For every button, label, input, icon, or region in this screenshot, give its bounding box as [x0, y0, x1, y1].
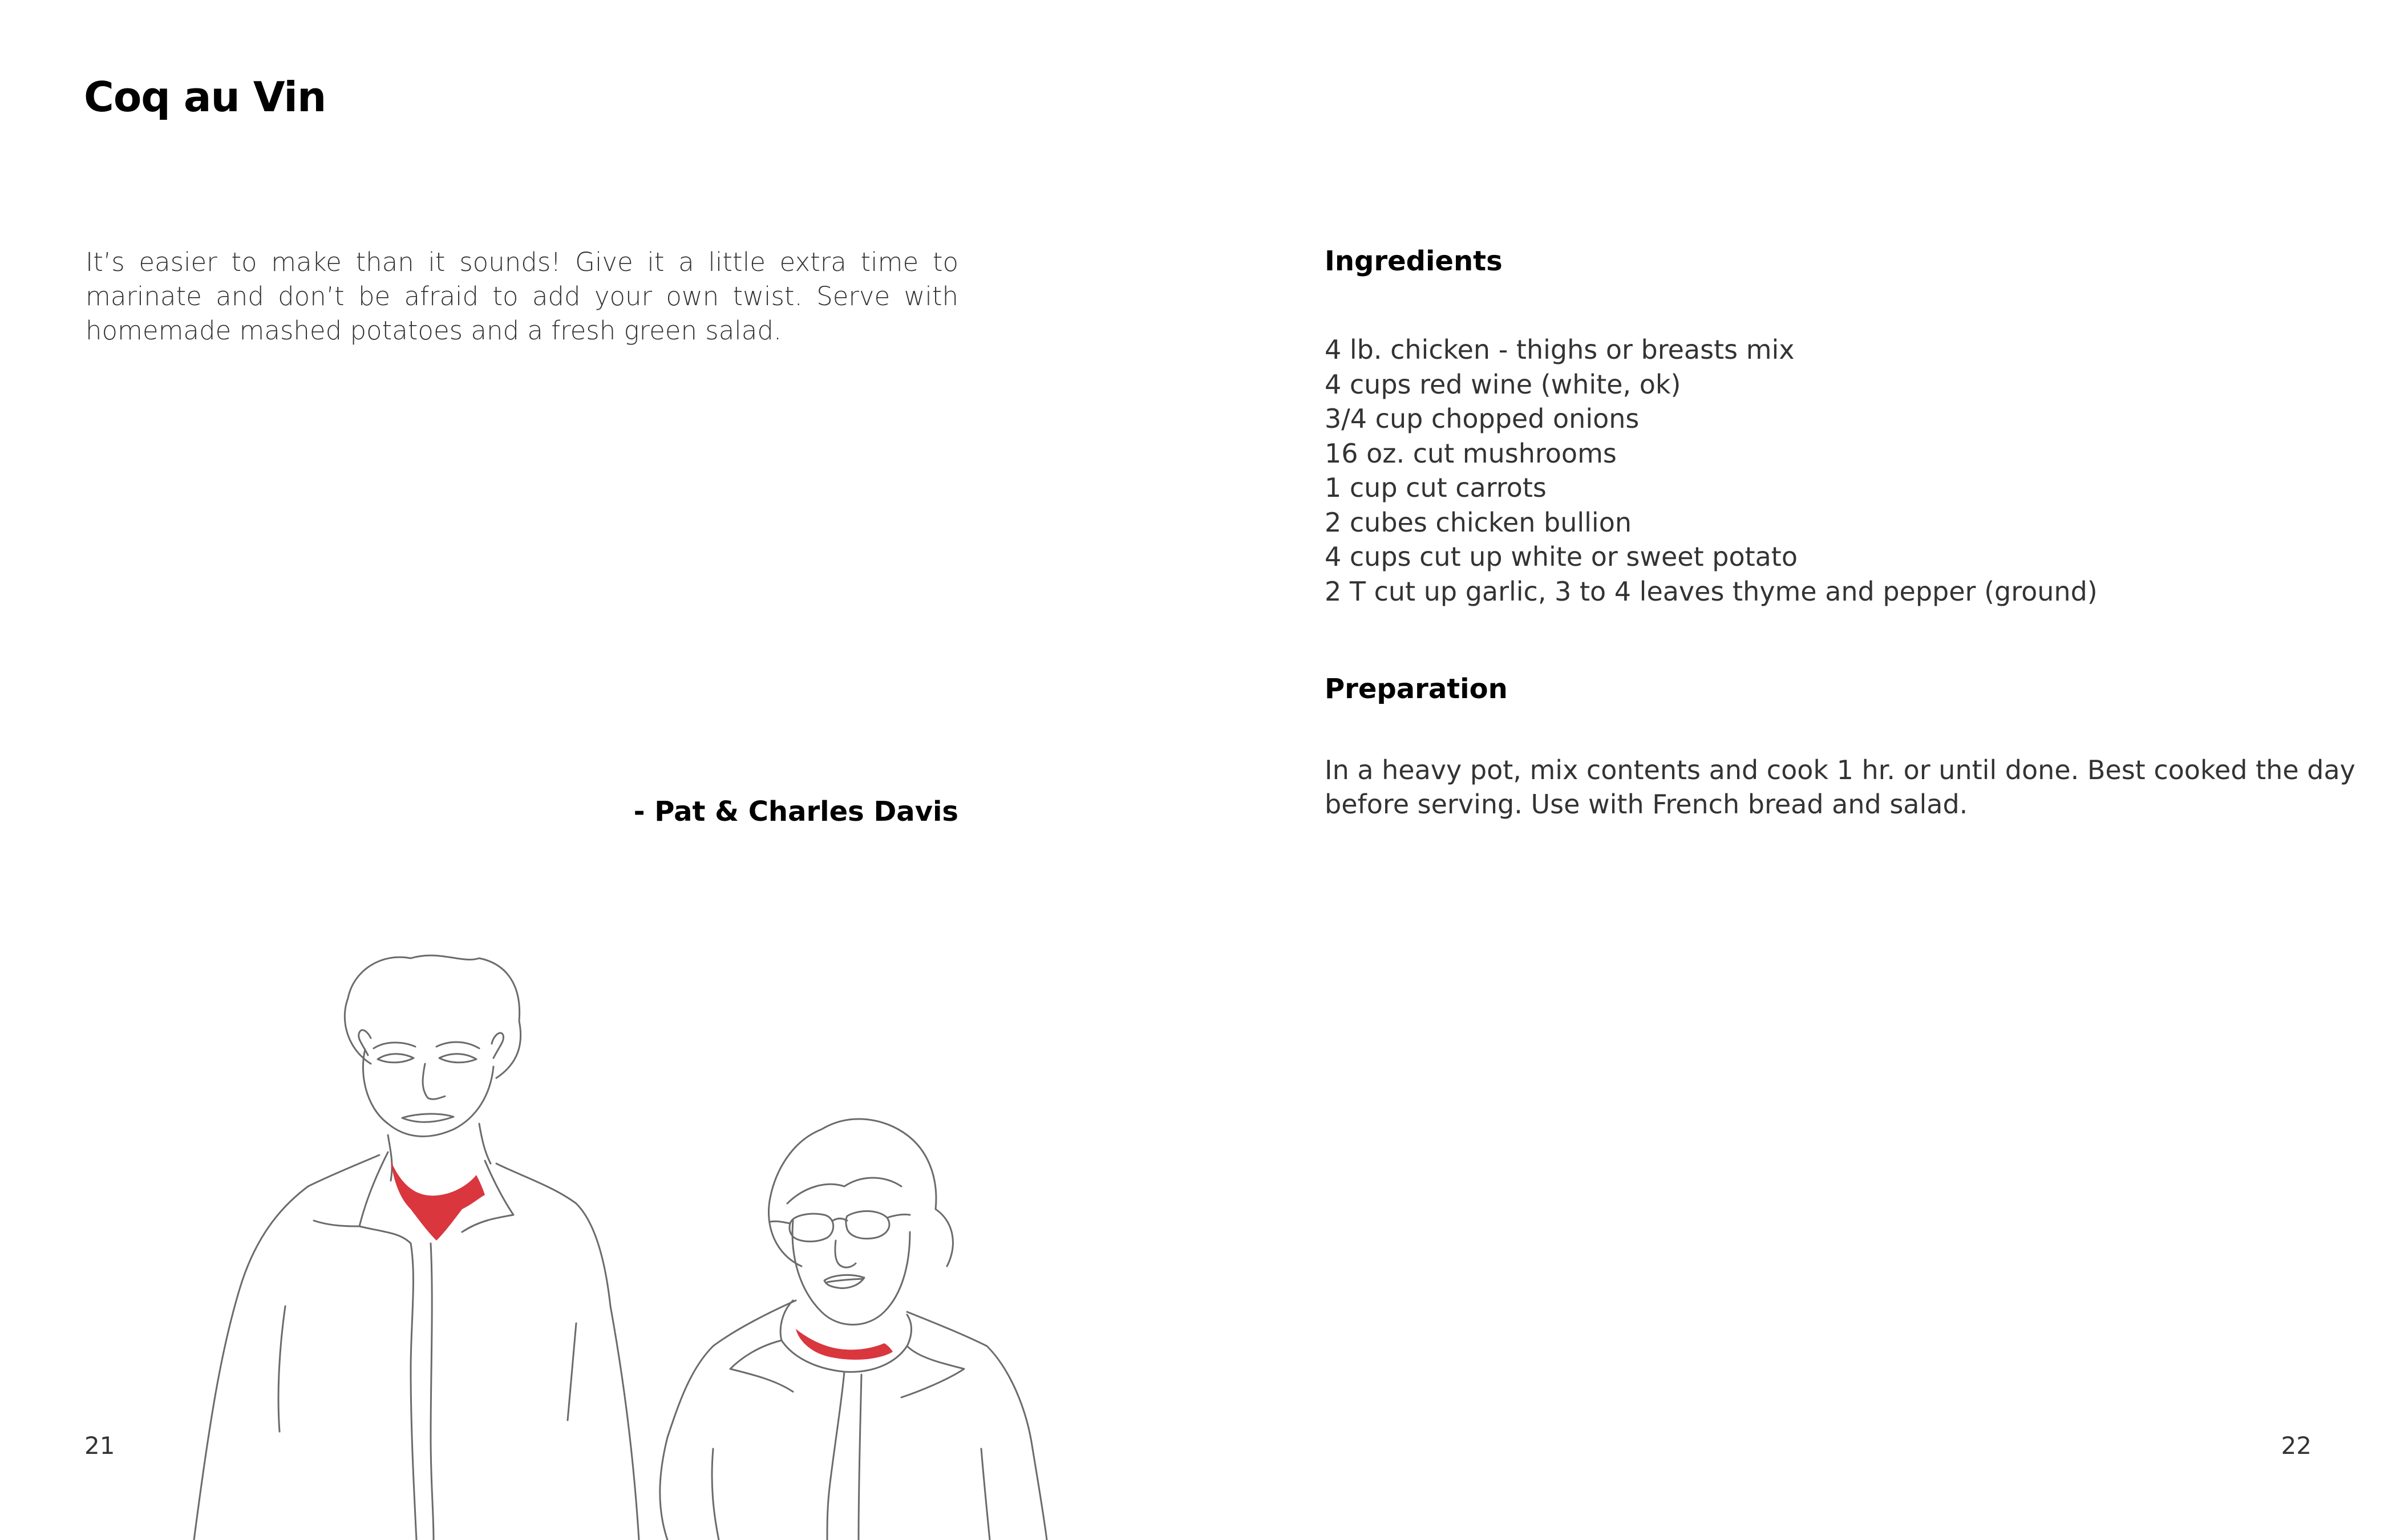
woman-figure — [660, 1119, 1047, 1540]
recipe-title: Coq au Vin — [84, 73, 326, 121]
page-number-left: 21 — [84, 1432, 115, 1460]
glasses-icon — [770, 1211, 910, 1241]
ingredient-list — [1325, 333, 2098, 609]
ingredient-item: 2 T cut up garlic, 3 to 4 leaves thyme and pepper (ground) — [1325, 576, 2098, 607]
preparation-heading: Preparation — [1325, 673, 1508, 705]
man-jacket — [194, 1155, 379, 1540]
woman-red-shirt — [796, 1329, 893, 1360]
recipe-intro: It’s easier to make than it sounds! Give it a little extra time to marinate and don’t be afraid to add your own twist. Serve with homemade mashed potatoes and a fresh green salad. — [86, 247, 958, 346]
ingredient-item: 4 cups red wine (white, ok) — [1325, 368, 1681, 400]
ingredients-heading: Ingredients — [1325, 245, 1503, 277]
man-left-eye — [378, 1054, 414, 1063]
man-face — [363, 1049, 493, 1136]
man-figure — [194, 955, 639, 1540]
couple-portrait-illustration — [143, 935, 1124, 1540]
ingredient-item: 4 lb. chicken - thighs or breasts mix — [1325, 334, 1795, 365]
page-number-right: 22 — [2281, 1432, 2312, 1460]
ingredient-item: 3/4 cup chopped onions — [1325, 403, 1640, 434]
preparation-text: In a heavy pot, mix contents and cook 1 hr. or until done. Best cooked the day before serving. Use with French bread and salad. — [1325, 755, 2355, 820]
man-mouth — [402, 1114, 454, 1122]
ingredient-item: 4 cups cut up white or sweet potato — [1325, 541, 1798, 572]
woman-hair — [768, 1119, 953, 1266]
ingredient-item: 1 cup cut carrots — [1325, 472, 1547, 503]
ingredient-item: 2 cubes chicken bullion — [1325, 506, 1632, 538]
man-red-shirt — [391, 1161, 485, 1241]
man-right-eye — [439, 1054, 476, 1063]
author-signature: - Pat & Charles Davis — [633, 796, 958, 828]
woman-face — [792, 1221, 910, 1325]
right-page — [1198, 0, 2396, 1540]
man-hair — [345, 955, 520, 1078]
ingredient-item: 16 oz. cut mushrooms — [1325, 437, 1617, 469]
